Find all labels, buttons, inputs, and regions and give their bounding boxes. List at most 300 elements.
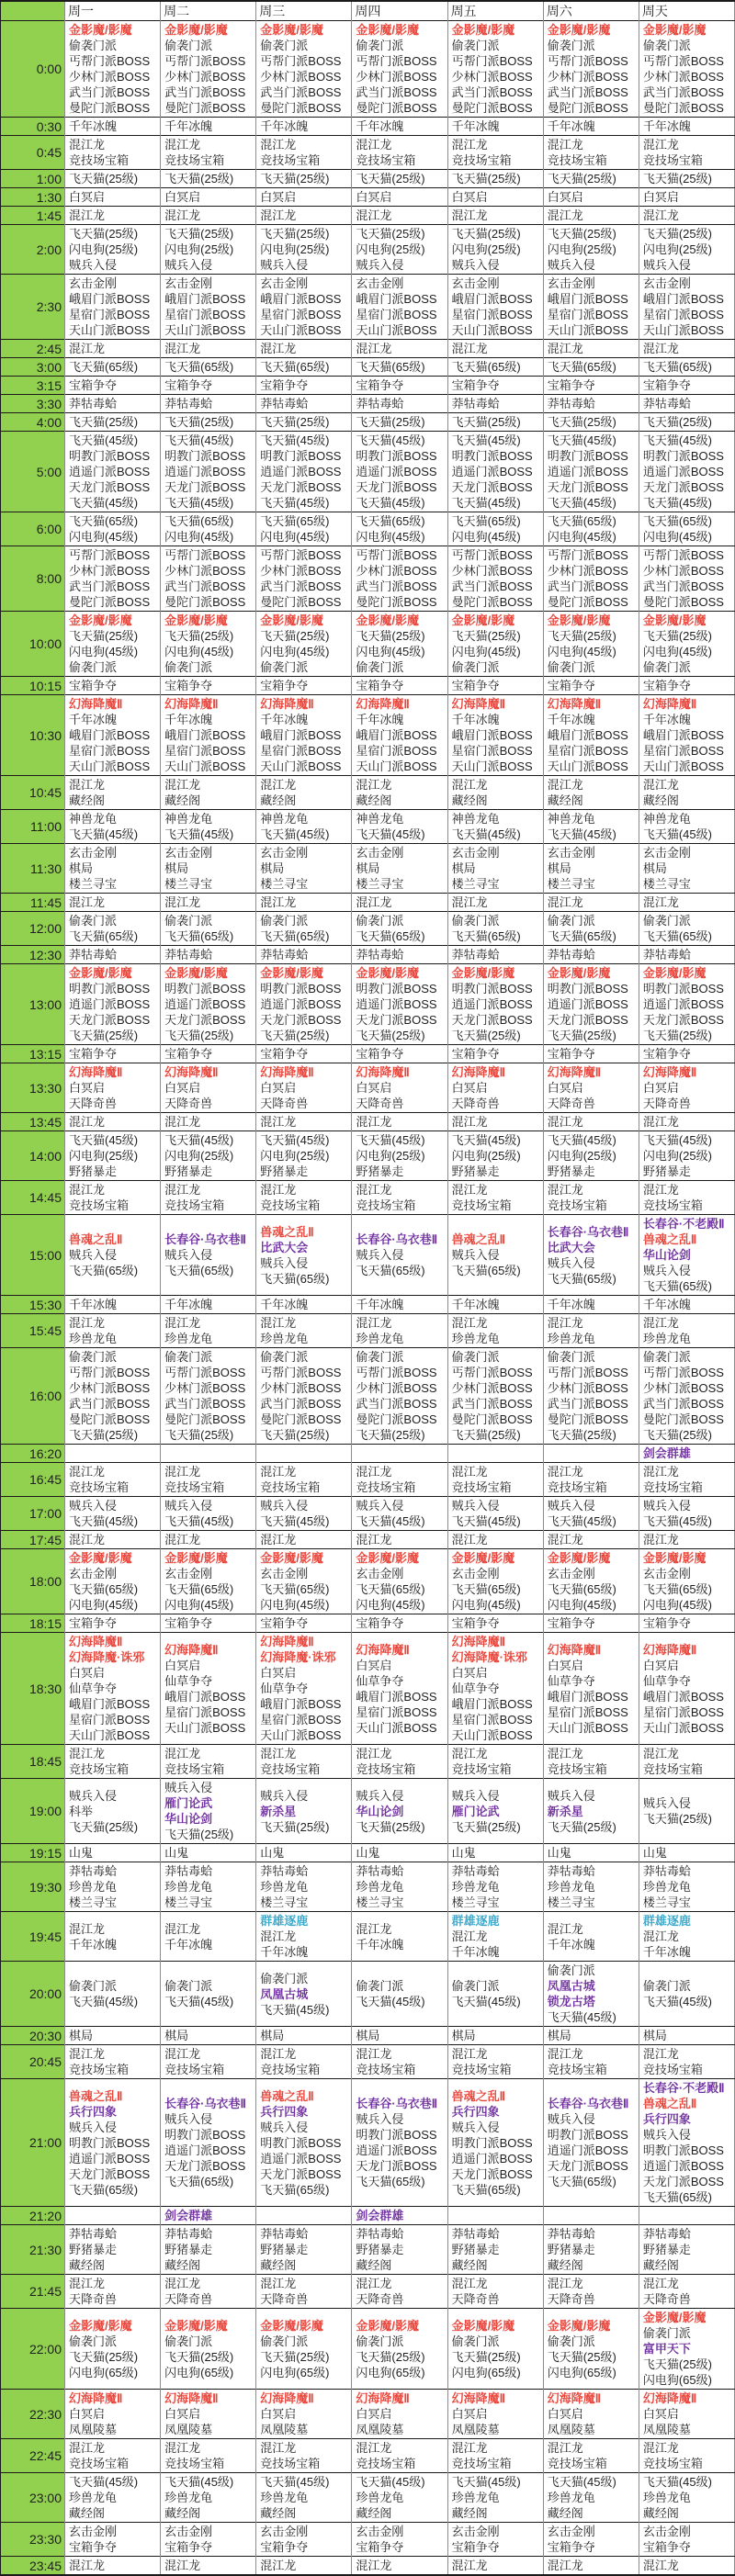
event-label: 闪电狗(65级)	[451, 2365, 521, 2379]
event-label: 混江龙	[451, 208, 488, 222]
event-label: 天山门派BOSS	[451, 323, 533, 337]
schedule-cell	[161, 2045, 256, 2079]
event-label: 闪电狗(25级)	[642, 242, 712, 256]
event-label: 混江龙	[547, 138, 583, 152]
schedule-cell	[543, 395, 639, 413]
schedule-cell	[352, 1463, 447, 1497]
event-label: 飞天猫(45级)	[260, 433, 330, 447]
schedule-cell	[256, 1912, 352, 1962]
event-label: 逍遥门派BOSS	[164, 2143, 246, 2157]
schedule-cell	[447, 2557, 543, 2576]
event-label: 混江龙	[642, 895, 679, 909]
event-label: 天降奇兽	[547, 1097, 595, 1110]
event-label: 曼陀门派BOSS	[451, 595, 533, 609]
event-label: 逍遥门派BOSS	[642, 465, 724, 478]
event-label: 莽牯毒蛤	[451, 2227, 500, 2241]
schedule-cell	[65, 136, 161, 170]
schedule-cell	[447, 964, 543, 1045]
event-label: 千年冰魄	[451, 1298, 500, 1311]
event-label: 白冥启	[69, 1666, 106, 1680]
event-label: 宝箱争夺	[642, 679, 691, 692]
event-label: 闪电狗(65级)	[164, 2365, 234, 2379]
event-label: 竞技场宝箱	[356, 2457, 416, 2470]
event-label: 混江龙	[69, 778, 106, 792]
schedule-cell	[256, 1445, 352, 1463]
schedule-cell	[161, 2027, 256, 2045]
event-label: 闪电狗(25级)	[451, 1149, 521, 1163]
event-label: 武当门派BOSS	[356, 1397, 437, 1411]
event-label: 天龙门派BOSS	[164, 1013, 246, 1027]
time-label: 10:45	[1, 776, 65, 810]
event-label: 混江龙	[642, 2277, 679, 2290]
event-label: 神兽龙龟	[69, 812, 118, 826]
event-label: 飞天猫(25级)	[642, 2357, 712, 2371]
schedule-cell	[65, 677, 161, 695]
event-label: 峨眉门派BOSS	[547, 1689, 628, 1704]
schedule-row	[1, 844, 735, 894]
event-label: 兵行四象	[642, 2112, 691, 2126]
event-label: 混江龙	[547, 1316, 583, 1330]
schedule-cell	[352, 377, 447, 395]
event-label: 曼陀门派BOSS	[260, 595, 342, 609]
event-label: 逍遥门派BOSS	[356, 997, 437, 1011]
event-label: 峨眉门派BOSS	[260, 292, 342, 306]
event-label: 莽牯毒蛤	[260, 948, 309, 962]
event-label: 混江龙	[451, 778, 488, 792]
event-label: 闪电狗(65级)	[547, 2365, 616, 2379]
schedule-cell	[161, 2309, 256, 2390]
event-label: 千年冰魄	[69, 119, 118, 133]
event-label: 飞天猫(45级)	[356, 1995, 425, 2008]
event-label: 明教门派BOSS	[69, 982, 151, 996]
event-label: 飞天猫(65级)	[164, 360, 234, 374]
schedule-cell	[65, 546, 161, 612]
event-label: 混江龙	[260, 778, 297, 792]
schedule-cell	[65, 1962, 161, 2027]
event-label: 少林门派BOSS	[451, 1381, 533, 1395]
event-label: 藏经阁	[164, 2258, 201, 2272]
event-label: 白冥启	[547, 1658, 583, 1672]
schedule-cell	[447, 2225, 543, 2275]
schedule-cell	[447, 1296, 543, 1314]
schedule-cell	[161, 1912, 256, 1962]
event-label: 星宿门派BOSS	[164, 308, 246, 321]
time-label: 22:30	[1, 2390, 65, 2439]
schedule-cell	[161, 1844, 256, 1862]
event-label: 混江龙	[451, 895, 488, 909]
event-label: 峨眉门派BOSS	[642, 292, 724, 306]
event-label: 丐帮门派BOSS	[547, 1366, 628, 1379]
schedule-cell	[447, 275, 543, 340]
event-label: 明教门派BOSS	[69, 2135, 151, 2150]
event-label: 藏经阁	[642, 2258, 679, 2272]
event-label: 宝箱争夺	[164, 2540, 213, 2554]
schedule-cell	[65, 964, 161, 1045]
time-label: 17:45	[1, 1531, 65, 1549]
event-label: 闪电狗(25级)	[356, 1149, 425, 1163]
event-label: 棋局	[260, 2029, 285, 2042]
schedule-cell	[161, 2390, 256, 2439]
schedule-row	[1, 2045, 735, 2079]
event-label: 野猪暴走	[451, 2243, 500, 2256]
schedule-cell	[543, 1497, 639, 1531]
event-label: 竞技场宝箱	[69, 1198, 130, 1212]
event-label: 楼兰寻宝	[69, 1895, 118, 1909]
schedule-cell	[65, 2045, 161, 2079]
event-label: 逍遥门派BOSS	[164, 465, 246, 478]
schedule-cell	[65, 1181, 161, 1215]
event-label: 飞天猫(25级)	[451, 415, 521, 429]
event-label: 棋局	[260, 861, 285, 875]
event-label: 曼陀门派BOSS	[356, 1412, 437, 1426]
schedule-row	[1, 2275, 735, 2309]
day-header-tue: 周二	[161, 1, 256, 21]
event-label: 明教门派BOSS	[356, 2128, 437, 2142]
event-label: 白冥启	[356, 1081, 392, 1095]
event-label: 飞天猫(65级)	[356, 929, 425, 943]
schedule-cell	[543, 1296, 639, 1314]
event-label: 闪电狗(25级)	[547, 242, 616, 256]
event-label: 混江龙	[164, 1465, 201, 1479]
event-label: 飞天猫(45级)	[547, 496, 616, 510]
event-label: 飞天猫(65级)	[451, 360, 521, 374]
event-label: 少林门派BOSS	[260, 564, 342, 578]
event-label: 偷袭门派	[642, 39, 691, 52]
event-label: 飞天猫(45级)	[451, 2475, 521, 2489]
schedule-header	[1, 1, 735, 21]
event-label: 少林门派BOSS	[260, 70, 342, 84]
event-label: 珍兽龙龟	[69, 2491, 118, 2504]
event-label: 混江龙	[642, 138, 679, 152]
schedule-cell	[256, 1063, 352, 1113]
schedule-cell	[447, 810, 543, 844]
event-label: 闪电狗(45级)	[164, 530, 234, 544]
event-label: 偷袭门派	[547, 1350, 595, 1364]
event-label: 竞技场宝箱	[642, 153, 703, 167]
event-label: 天山门派BOSS	[642, 323, 724, 337]
event-label: 珍兽龙龟	[642, 1332, 691, 1345]
event-label: 宝箱争夺	[356, 378, 404, 392]
event-label: 飞天猫(45级)	[164, 496, 234, 510]
schedule-cell	[352, 358, 447, 377]
event-label: 混江龙	[69, 2441, 106, 2455]
event-label: 宝箱争夺	[451, 679, 500, 692]
event-label: 千年冰魄	[164, 119, 213, 133]
event-label: 千年冰魄	[547, 119, 595, 133]
event-label: 玄击金刚	[164, 2525, 213, 2538]
event-label: 混江龙	[356, 1747, 392, 1760]
schedule-cell	[256, 170, 352, 188]
event-label: 玄击金刚	[69, 276, 118, 290]
event-label: 偷袭门派	[547, 1963, 595, 1977]
event-label: 逍遥门派BOSS	[164, 997, 246, 1011]
event-label: 混江龙	[69, 1921, 106, 1936]
schedule-cell	[256, 776, 352, 810]
event-label: 星宿门派BOSS	[356, 308, 437, 321]
event-label: 混江龙	[642, 1183, 679, 1197]
schedule-cell	[639, 810, 734, 844]
event-label: 幻海降魔Ⅱ	[547, 1642, 602, 1657]
event-label: 天山门派BOSS	[69, 759, 151, 773]
event-label: 天龙门派BOSS	[356, 2159, 437, 2173]
event-label: 混江龙	[69, 1465, 106, 1479]
schedule-cell	[639, 1063, 734, 1113]
event-label: 逍遥门派BOSS	[642, 2159, 724, 2173]
time-label: 22:00	[1, 2309, 65, 2390]
event-label: 飞天猫(25级)	[451, 227, 521, 241]
event-label: 金影魔/影魔	[642, 1551, 707, 1565]
event-label: 千年冰魄	[642, 713, 691, 726]
event-label: 偷袭门派	[356, 1350, 404, 1364]
event-label: 幻海降魔Ⅱ	[260, 1065, 314, 1079]
event-label: 混江龙	[642, 2559, 679, 2572]
schedule-row	[1, 2207, 735, 2225]
event-label: 竞技场宝箱	[164, 1480, 225, 1494]
schedule-row	[1, 275, 735, 340]
event-label: 莽牯毒蛤	[164, 1864, 213, 1878]
schedule-cell	[65, 225, 161, 275]
schedule-cell	[543, 275, 639, 340]
event-label: 闪电狗(45级)	[69, 1598, 139, 1612]
event-label: 混江龙	[260, 208, 297, 222]
event-label: 飞天猫(25级)	[69, 2349, 139, 2364]
event-label: 少林门派BOSS	[642, 564, 724, 578]
event-label: 丐帮门派BOSS	[642, 1366, 724, 1379]
event-label: 华山论剑	[164, 1812, 213, 1826]
event-label: 飞天猫(25级)	[164, 172, 234, 186]
event-label: 玄击金刚	[451, 1567, 500, 1580]
time-label: 0:30	[1, 118, 65, 136]
event-label: 天龙门派BOSS	[547, 1013, 628, 1027]
schedule-cell	[543, 1862, 639, 1912]
event-label: 宝箱争夺	[642, 1047, 691, 1061]
event-label: 藏经阁	[260, 2258, 297, 2272]
event-label: 飞天猫(25级)	[547, 2349, 616, 2364]
time-label: 13:30	[1, 1063, 65, 1113]
event-label: 竞技场宝箱	[260, 153, 321, 167]
event-label: 飞天猫(45级)	[451, 496, 521, 510]
schedule-cell	[543, 1314, 639, 1348]
event-label: 偷袭门派	[164, 914, 213, 928]
event-label: 混江龙	[260, 1929, 297, 1943]
event-label: 宝箱争夺	[642, 1616, 691, 1630]
schedule-cell	[352, 776, 447, 810]
schedule-cell	[65, 1497, 161, 1531]
event-label: 金影魔/影魔	[451, 2318, 515, 2333]
event-label: 飞天猫(65级)	[547, 929, 616, 943]
event-label: 峨眉门派BOSS	[356, 292, 437, 306]
event-label: 珍兽龙龟	[356, 1332, 404, 1345]
time-label: 3:15	[1, 377, 65, 395]
event-label: 混江龙	[260, 138, 297, 152]
event-label: 新杀星	[547, 1804, 583, 1818]
event-label: 偷袭门派	[69, 1979, 118, 1993]
event-label: 武当门派BOSS	[451, 1397, 533, 1411]
event-label: 金影魔/影魔	[69, 613, 132, 627]
event-label: 丐帮门派BOSS	[260, 548, 342, 562]
event-label: 丐帮门派BOSS	[356, 54, 437, 68]
event-label: 混江龙	[547, 2047, 583, 2061]
event-label: 逍遥门派BOSS	[69, 2151, 151, 2165]
schedule-row	[1, 912, 735, 946]
event-label: 贼兵入侵	[547, 1255, 595, 1270]
time-label: 4:00	[1, 413, 65, 432]
event-label: 兽魂之乱Ⅱ	[69, 2088, 123, 2103]
schedule-cell	[65, 2225, 161, 2275]
event-label: 混江龙	[642, 1747, 679, 1760]
schedule-cell	[639, 912, 734, 946]
event-label: 飞天猫(65级)	[642, 929, 712, 943]
schedule-row	[1, 1862, 735, 1912]
event-label: 飞天猫(45级)	[642, 1514, 712, 1528]
time-label: 18:15	[1, 1614, 65, 1633]
event-label: 峨眉门派BOSS	[547, 728, 628, 742]
schedule-cell	[256, 21, 352, 118]
schedule-cell	[256, 225, 352, 275]
schedule-row	[1, 1131, 735, 1181]
event-label: 凤凰陵墓	[356, 2423, 404, 2436]
schedule-cell	[256, 695, 352, 776]
schedule-cell	[639, 207, 734, 225]
schedule-cell	[256, 912, 352, 946]
schedule-cell	[639, 413, 734, 432]
event-label: 混江龙	[164, 1316, 201, 1330]
schedule-cell	[256, 546, 352, 612]
event-label: 竞技场宝箱	[451, 2063, 512, 2076]
event-label: 曼陀门派BOSS	[164, 1412, 246, 1426]
schedule-cell	[65, 612, 161, 677]
event-label: 混江龙	[547, 895, 583, 909]
event-label: 飞天猫(25级)	[642, 1812, 712, 1826]
event-label: 藏经阁	[356, 2506, 392, 2520]
event-label: 藏经阁	[547, 2506, 583, 2520]
schedule-cell	[256, 2027, 352, 2045]
time-label: 20:00	[1, 1962, 65, 2027]
event-label: 白冥启	[451, 2407, 488, 2421]
event-label: 混江龙	[260, 2559, 297, 2572]
event-label: 飞天猫(25级)	[69, 629, 139, 643]
schedule-cell	[352, 207, 447, 225]
event-label: 金影魔/影魔	[260, 23, 323, 37]
schedule-cell	[256, 512, 352, 546]
event-label: 新杀星	[260, 1804, 297, 1818]
schedule-cell	[543, 695, 639, 776]
schedule-cell	[65, 1844, 161, 1862]
schedule-cell	[65, 946, 161, 964]
event-label: 星宿门派BOSS	[356, 1704, 437, 1719]
event-label: 偷袭门派	[260, 1350, 309, 1364]
event-label: 武当门派BOSS	[451, 85, 533, 99]
event-label: 飞天猫(25级)	[451, 2349, 521, 2364]
event-label: 玄击金刚	[451, 276, 500, 290]
event-label: 金影魔/影魔	[69, 2318, 132, 2333]
event-label: 飞天猫(45级)	[260, 2475, 330, 2489]
event-label: 金影魔/影魔	[451, 1551, 515, 1565]
event-label: 飞天猫(25级)	[356, 227, 425, 241]
event-label: 莽牯毒蛤	[356, 397, 404, 411]
schedule-row	[1, 395, 735, 413]
event-label: 野猪暴走	[260, 1164, 309, 1178]
event-label: 贼兵入侵	[69, 1788, 118, 1803]
event-label: 飞天猫(65级)	[260, 929, 330, 943]
schedule-cell	[543, 340, 639, 358]
schedule-cell	[352, 912, 447, 946]
event-label: 逍遥门派BOSS	[69, 465, 151, 478]
event-label: 武当门派BOSS	[260, 1397, 342, 1411]
schedule-cell	[352, 1614, 447, 1633]
event-label: 少林门派BOSS	[547, 70, 628, 84]
schedule-cell	[65, 1531, 161, 1549]
event-label: 天龙门派BOSS	[69, 1013, 151, 1027]
event-label: 藏经阁	[642, 793, 679, 807]
event-label: 金影魔/影魔	[260, 613, 323, 627]
event-label: 竞技场宝箱	[260, 2457, 321, 2470]
schedule-cell	[352, 1862, 447, 1912]
schedule-row	[1, 118, 735, 136]
schedule-row	[1, 946, 735, 964]
event-label: 偷袭门派	[164, 1979, 213, 1993]
schedule-cell	[639, 1549, 734, 1614]
schedule-row	[1, 1045, 735, 1063]
schedule-cell	[65, 1912, 161, 1962]
event-label: 天龙门派BOSS	[547, 480, 628, 494]
schedule-cell	[639, 2225, 734, 2275]
event-label: 偷袭门派	[451, 39, 500, 52]
event-label: 比武大会	[547, 1240, 595, 1254]
event-label: 楼兰寻宝	[547, 1895, 595, 1909]
schedule-cell	[352, 695, 447, 776]
event-label: 混江龙	[164, 2559, 201, 2572]
event-label: 飞天猫(25级)	[547, 1029, 616, 1042]
event-label: 飞天猫(25级)	[642, 1029, 712, 1042]
schedule-cell	[447, 546, 543, 612]
schedule-cell	[639, 136, 734, 170]
event-label: 混江龙	[451, 138, 488, 152]
event-label: 神兽龙龟	[260, 812, 309, 826]
schedule-cell	[65, 2207, 161, 2225]
event-label: 科举	[69, 1804, 94, 1818]
event-label: 竞技场宝箱	[451, 1762, 512, 1776]
event-label: 偷袭门派	[356, 660, 404, 674]
event-label: 天降奇兽	[451, 2292, 500, 2306]
event-label: 天降奇兽	[260, 1097, 309, 1110]
event-label: 藏经阁	[451, 793, 488, 807]
event-label: 飞天猫(25级)	[164, 415, 234, 429]
schedule-row	[1, 1063, 735, 1113]
event-label: 混江龙	[451, 1747, 488, 1760]
schedule-cell	[161, 1745, 256, 1779]
schedule-cell	[543, 546, 639, 612]
event-label: 峨眉门派BOSS	[164, 728, 246, 742]
event-label: 贼兵入侵	[260, 1788, 309, 1803]
event-label: 混江龙	[164, 208, 201, 222]
event-label: 混江龙	[164, 1533, 201, 1547]
schedule-cell	[543, 21, 639, 118]
event-label: 明教门派BOSS	[164, 982, 246, 996]
event-label: 明教门派BOSS	[356, 982, 437, 996]
event-label: 仙草争夺	[642, 1673, 691, 1688]
event-label: 闪电狗(45级)	[69, 645, 139, 658]
event-label: 莽牯毒蛤	[69, 2227, 118, 2241]
schedule-cell	[543, 170, 639, 188]
schedule-cell	[161, 1215, 256, 1296]
event-label: 飞天猫(25级)	[164, 629, 234, 643]
event-label: 丐帮门派BOSS	[451, 548, 533, 562]
event-label: 星宿门派BOSS	[451, 308, 533, 321]
schedule-cell	[639, 1296, 734, 1314]
event-label: 竞技场宝箱	[642, 2457, 703, 2470]
time-label: 6:00	[1, 512, 65, 546]
